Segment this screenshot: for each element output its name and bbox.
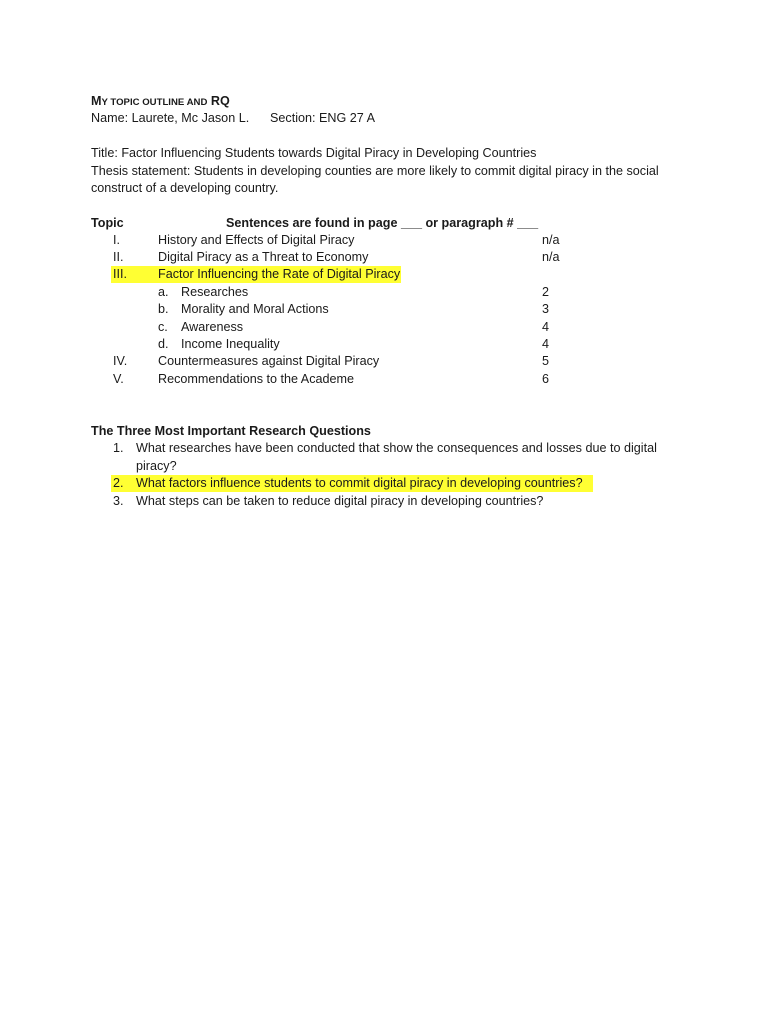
outline-item-num: I. [113,233,120,247]
outline-item-ref: 4 [542,337,550,351]
outline-subitem-text: Income Inequality [181,337,280,351]
outline-item-num: V. [113,372,124,386]
document-heading [91,93,230,111]
question-num: 3. [113,494,124,508]
outline-item-text: History and Effects of Digital Piracy [158,233,355,247]
question-text-continued: piracy? [136,459,177,473]
outline-item-text: Recommendations to the Academe [158,372,355,386]
outline-subitem-text: Morality and Moral Actions [181,302,329,316]
question-num: 2. [113,476,124,490]
outline-item-num: III. [113,267,127,281]
heading-initial: M [91,94,102,108]
heading-suffix: RQ [207,94,230,108]
thesis-line-1: Thesis statement: Students in developing counties are more likely to commit digital piracy in the social [91,164,659,178]
outline-item-ref: n/a [542,233,560,247]
outline-item-num: II. [113,250,124,264]
question-text: What factors influence students to commit digital piracy in developing countries? [136,476,583,490]
question-highlighted [111,475,593,492]
outline-item-text: Factor Influencing the Rate of Digital Piracy [158,267,401,281]
outline-subitem-text: Researches [181,285,249,299]
heading-smallcaps: Y TOPIC OUTLINE AND [101,97,208,108]
thesis-line-2: construct of a developing country. [91,181,279,195]
outline-item-ref: 6 [542,372,550,386]
outline-subitem-num: b. [158,302,169,316]
outline-subitem-num: c. [158,320,168,334]
outline-item-ref: 3 [542,302,550,316]
outline-item-num: IV. [113,354,128,368]
outline-item-text: Digital Piracy as a Threat to Economy [158,250,369,264]
outline-item-ref: 2 [542,285,550,299]
student-name: Name: Laurete, Mc Jason L. [91,111,250,125]
question-text: What researches have been conducted that show the consequences and losses due to digital [136,441,657,455]
outline-item-highlighted [111,266,401,283]
outline-item-text: Countermeasures against Digital Piracy [158,354,380,368]
outline-col-sentences: Sentences are found in page ___ or paragraph # ___ [226,216,539,230]
outline-item-ref: 4 [542,320,550,334]
outline-subitem-num: d. [158,337,169,351]
question-num: 1. [113,441,124,455]
question-text: What steps can be taken to reduce digital piracy in developing countries? [136,494,544,508]
outline-col-topic: Topic [91,216,124,230]
student-section: Section: ENG 27 A [270,111,376,125]
paper-title: Title: Factor Influencing Students towards Digital Piracy in Developing Countries [91,146,537,160]
questions-heading: The Three Most Important Research Questions [91,424,371,438]
outline-item-ref: n/a [542,250,560,264]
outline-subitem-num: a. [158,285,169,299]
outline-subitem-text: Awareness [181,320,244,334]
outline-item-ref: 5 [542,354,550,368]
